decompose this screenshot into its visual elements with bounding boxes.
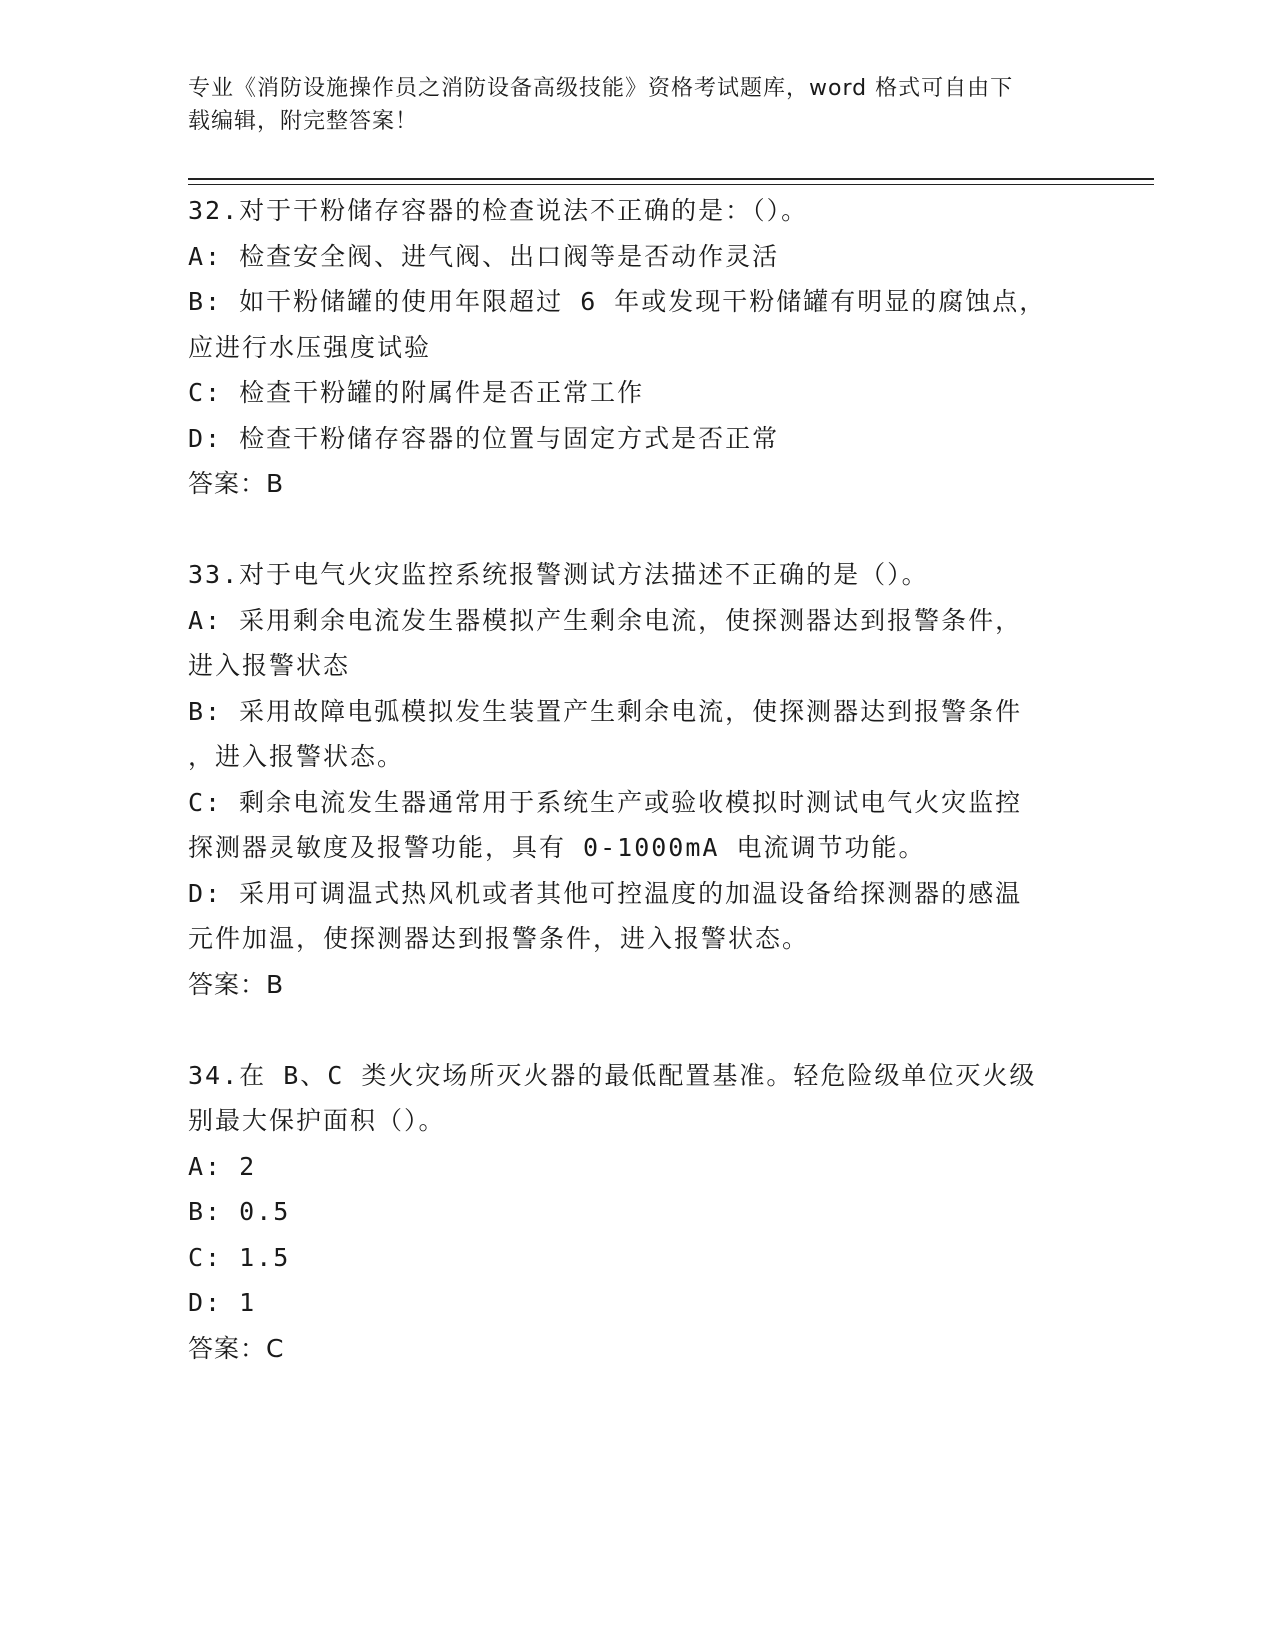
question-stem-continued: 别最大保护面积（）。 xyxy=(188,1106,446,1135)
option-c-continued: 探测器灵敏度及报警功能，具有 0-1000mA 电流调节功能。 xyxy=(188,833,926,862)
option-b-continued: ，进入报警状态。 xyxy=(188,742,405,771)
question-stem: 33.对于电气火灾监控系统报警测试方法描述不正确的是（）。 xyxy=(188,560,929,589)
question-33 xyxy=(188,552,1088,1007)
option-c: C: 剩余电流发生器通常用于系统生产或验收模拟时测试电气火灾监控 xyxy=(188,787,1023,817)
option-b-continued: 应进行水压强度试验 xyxy=(188,332,432,362)
option-a-continued: 进入报警状态 xyxy=(188,651,351,680)
header-line-2: 载编辑，附完整答案！ xyxy=(188,109,419,134)
spacer xyxy=(188,507,1088,553)
option-c: C: 检查干粉罐的附属件是否正常工作 xyxy=(188,378,645,407)
question-stem: 32.对于干粉储存容器的检查说法不正确的是：（）。 xyxy=(188,196,809,225)
option-c: C: 1.5 xyxy=(188,1242,291,1272)
answer: 答案：B xyxy=(188,469,285,498)
question-stem: 34.在 B、C 类火灾场所灭火器的最低配置基准。轻危险级单位灭火级 xyxy=(188,1060,1037,1090)
spacer xyxy=(188,1007,1088,1053)
header-divider-thick xyxy=(188,178,1154,180)
header-line-1: 专业《消防设施操作员之消防设备高级技能》资格考试题库，word 格式可自由下 xyxy=(188,76,1014,101)
option-d-continued: 元件加温，使探测器达到报警条件，进入报警状态。 xyxy=(188,924,810,953)
answer: 答案：B xyxy=(188,969,285,999)
option-d: D: 1 xyxy=(188,1288,257,1317)
option-b: B: 0.5 xyxy=(188,1197,291,1226)
question-34 xyxy=(188,1053,1088,1372)
option-b: B: 如干粉储罐的使用年限超过 6 年或发现干粉储罐有明显的腐蚀点， xyxy=(188,287,1047,316)
answer: 答案：C xyxy=(188,1333,285,1363)
question-32 xyxy=(188,188,1088,507)
question-list xyxy=(188,188,1088,1371)
option-b: B: 采用故障电弧模拟发生装置产生剩余电流，使探测器达到报警条件 xyxy=(188,696,1023,726)
option-a: A: 2 xyxy=(188,1151,257,1181)
option-d: D: 采用可调温式热风机或者其他可控温度的加温设备给探测器的感温 xyxy=(188,878,1023,908)
option-d: D: 检查干粉储存容器的位置与固定方式是否正常 xyxy=(188,423,780,453)
option-a: A: 检查安全阀、进气阀、出口阀等是否动作灵活 xyxy=(188,241,780,271)
option-a: A: 采用剩余电流发生器模拟产生剩余电流，使探测器达到报警条件， xyxy=(188,605,1023,635)
document-header xyxy=(188,72,1068,138)
header-divider-thin xyxy=(188,184,1154,185)
